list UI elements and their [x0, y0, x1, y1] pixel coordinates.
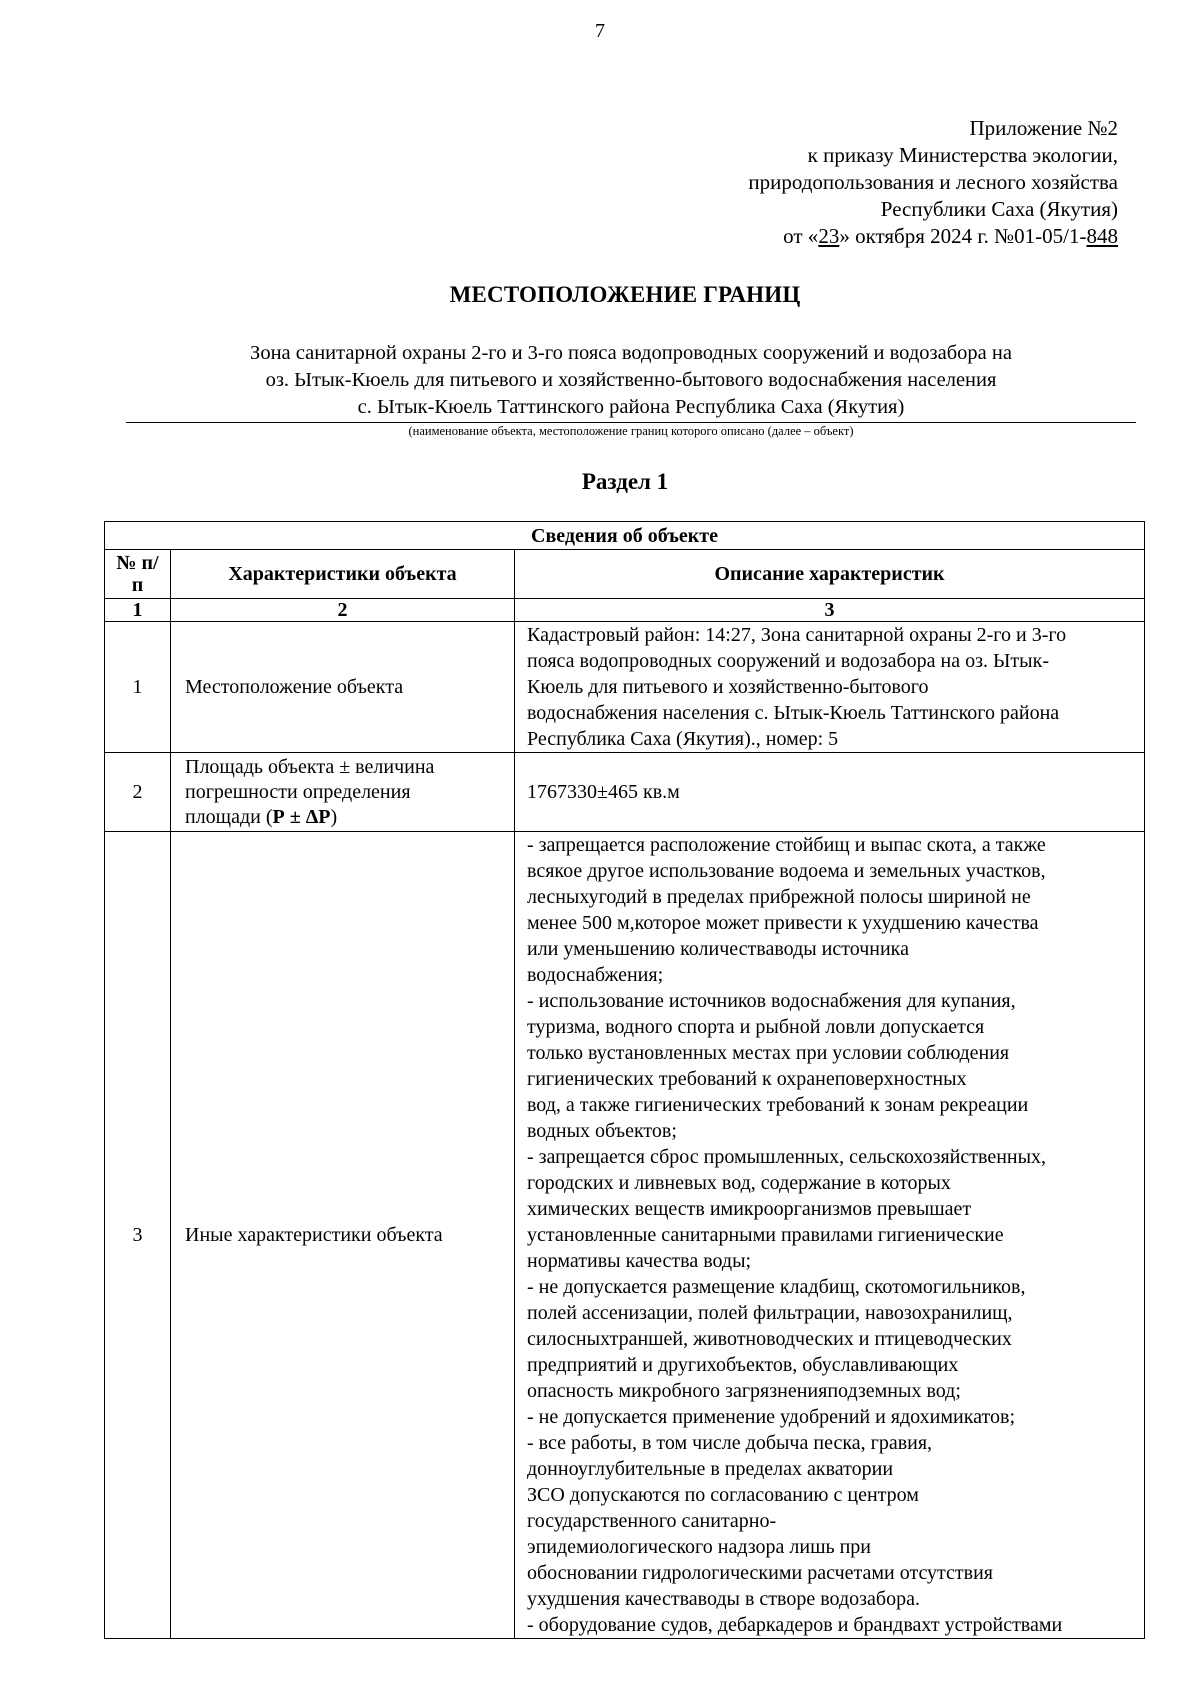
appendix-line-3: природопользования и лесного хозяйства [748, 170, 1118, 194]
row-characteristic: Местоположение объекта [171, 622, 515, 753]
object-name-line-1: Зона санитарной охраны 2-го и 3-го пояса водопроводных сооружений и водозабора на [250, 342, 1012, 364]
row-description [515, 622, 1145, 753]
description-line: водоснабжения; [527, 964, 664, 986]
object-name [126, 340, 1136, 421]
page-number: 7 [595, 20, 605, 42]
characteristic-line: Площадь объекта ± величина [185, 755, 435, 778]
description-line: - не допускается применение удобрений и ядохимикатов; [527, 1406, 1015, 1428]
characteristic-line [185, 805, 508, 830]
date-prefix: от « [783, 224, 819, 248]
row-characteristic [171, 753, 515, 832]
description-line: нормативы качества воды; [527, 1250, 752, 1272]
object-name-line-2: оз. Ытык-Кюель для питьевого и хозяйственно-бытового водоснабжения населения [265, 369, 997, 391]
description-line: вод, а также гигиенических требований к зонам рекреации [527, 1094, 1029, 1116]
description-line: - запрещается расположение стойбищ и выпас скота, а также [527, 834, 1046, 856]
description-line: - запрещается сброс промышленных, сельскохозяйственных, [527, 1146, 1047, 1168]
table-row [105, 753, 1145, 832]
description-line: лесныхугодий в пределах прибрежной полосы шириной не [527, 886, 1031, 908]
table-header-row [105, 550, 1145, 599]
description-line: водоснабжения населения с. Ытык-Кюель Таттинского района [527, 702, 1060, 724]
description-line: обосновании гидрологическими расчетами отсутствия [527, 1562, 994, 1584]
row-characteristic: Иные характеристики объекта [171, 832, 515, 1639]
column-number: 3 [515, 599, 1145, 622]
order-number: 848 [1086, 224, 1118, 248]
description-line: опасность микробного загрязненияподземных вод; [527, 1380, 961, 1402]
header-description: Описание характеристик [515, 550, 1145, 599]
description-line: водных объектов; [527, 1120, 677, 1142]
object-name-underline [126, 422, 1136, 423]
section-title: Раздел 1 [581, 469, 669, 494]
row-number: 3 [105, 832, 171, 1639]
description-line: силосныхтраншей, животноводческих и птицеводческих [527, 1328, 1012, 1350]
description-line: - не допускается размещение кладбищ, скотомогильников, [527, 1276, 1026, 1298]
row-description [515, 832, 1145, 1639]
description-line: химических веществ имикроорганизмов превышает [527, 1198, 972, 1220]
description-line: предприятий и другихобъектов, обуславливающих [527, 1354, 959, 1376]
column-number-row [105, 599, 1145, 622]
header-no: № п/п [105, 550, 171, 599]
description-line: гигиенических требований к охранеповерхностных [527, 1068, 967, 1090]
description-line: ухудшения качестваводы в створе водозабора. [527, 1588, 920, 1610]
area-formula: Р ± ΔР [272, 805, 331, 828]
object-info-table [104, 521, 1145, 1639]
column-number: 1 [105, 599, 171, 622]
description-line: менее 500 м,которое может привести к ухудшению качества [527, 912, 1039, 934]
appendix-header [748, 115, 1118, 250]
description-line: полей ассенизации, полей фильтрации, навозохранилищ, [527, 1302, 1013, 1324]
description-line: - все работы, в том числе добыча песка, гравия, [527, 1432, 933, 1454]
description-line: туризма, водного спорта и рыбной ловли допускается [527, 1016, 985, 1038]
object-name-caption: (наименование объекта, местоположение границ которого описано (далее – объект) [408, 424, 854, 438]
document-title: МЕСТОПОЛОЖЕНИЕ ГРАНИЦ [449, 282, 801, 307]
characteristic-line: погрешности определения [185, 780, 411, 803]
description-line: или уменьшению количестваводы источника [527, 938, 909, 960]
area-prefix: площади ( [185, 805, 273, 828]
description-line: эпидемиологического надзора лишь при [527, 1536, 872, 1558]
description-line: Кюель для питьевого и хозяйственно-бытового [527, 676, 929, 698]
row-number: 1 [105, 622, 171, 753]
description-line: государственного санитарно- [527, 1510, 777, 1532]
date-middle: » октября 2024 г. №01-05/1- [839, 224, 1087, 248]
row-number: 2 [105, 753, 171, 832]
description-line: - использование источников водоснабжения для купания, [527, 990, 1016, 1012]
object-name-line-3: с. Ытык-Кюель Таттинского района Республика Саха (Якутия) [357, 396, 905, 418]
table-title: Сведения об объекте [105, 522, 1145, 550]
description-line: Кадастровый район: 14:27, Зона санитарной охраны 2-го и 3-го [527, 624, 1067, 646]
area-suffix: ) [330, 805, 338, 828]
appendix-order-date [748, 223, 1118, 250]
description-line: донноуглубительные в пределах акватории [527, 1458, 894, 1480]
description-line: - оборудование судов, дебаркадеров и брандвахт устройствами [527, 1614, 1063, 1636]
column-number: 2 [171, 599, 515, 622]
description-line: ЗСО допускаются по согласованию с центром [527, 1484, 919, 1506]
row-description: 1767330±465 кв.м [515, 753, 1145, 832]
description-line: только вустановленных местах при условии соблюдения [527, 1042, 1010, 1064]
appendix-line-4: Республики Саха (Якутия) [880, 197, 1118, 221]
description-line: установленные санитарными правилами гигиенические [527, 1224, 1004, 1246]
table-title-row [105, 522, 1145, 550]
table-row [105, 622, 1145, 753]
header-characteristic: Характеристики объекта [171, 550, 515, 599]
appendix-line-1: Приложение №2 [969, 116, 1118, 140]
date-day: 23 [818, 224, 840, 248]
description-line: пояса водопроводных сооружений и водозабора на оз. Ытык- [527, 650, 1049, 672]
appendix-line-2: к приказу Министерства экологии, [807, 143, 1118, 167]
description-line: Республика Саха (Якутия)., номер: 5 [527, 728, 839, 750]
description-line: всякое другое использование водоема и земельных участков, [527, 860, 1046, 882]
table-row [105, 832, 1145, 1639]
description-line: городских и ливневых вод, содержание в которых [527, 1172, 951, 1194]
